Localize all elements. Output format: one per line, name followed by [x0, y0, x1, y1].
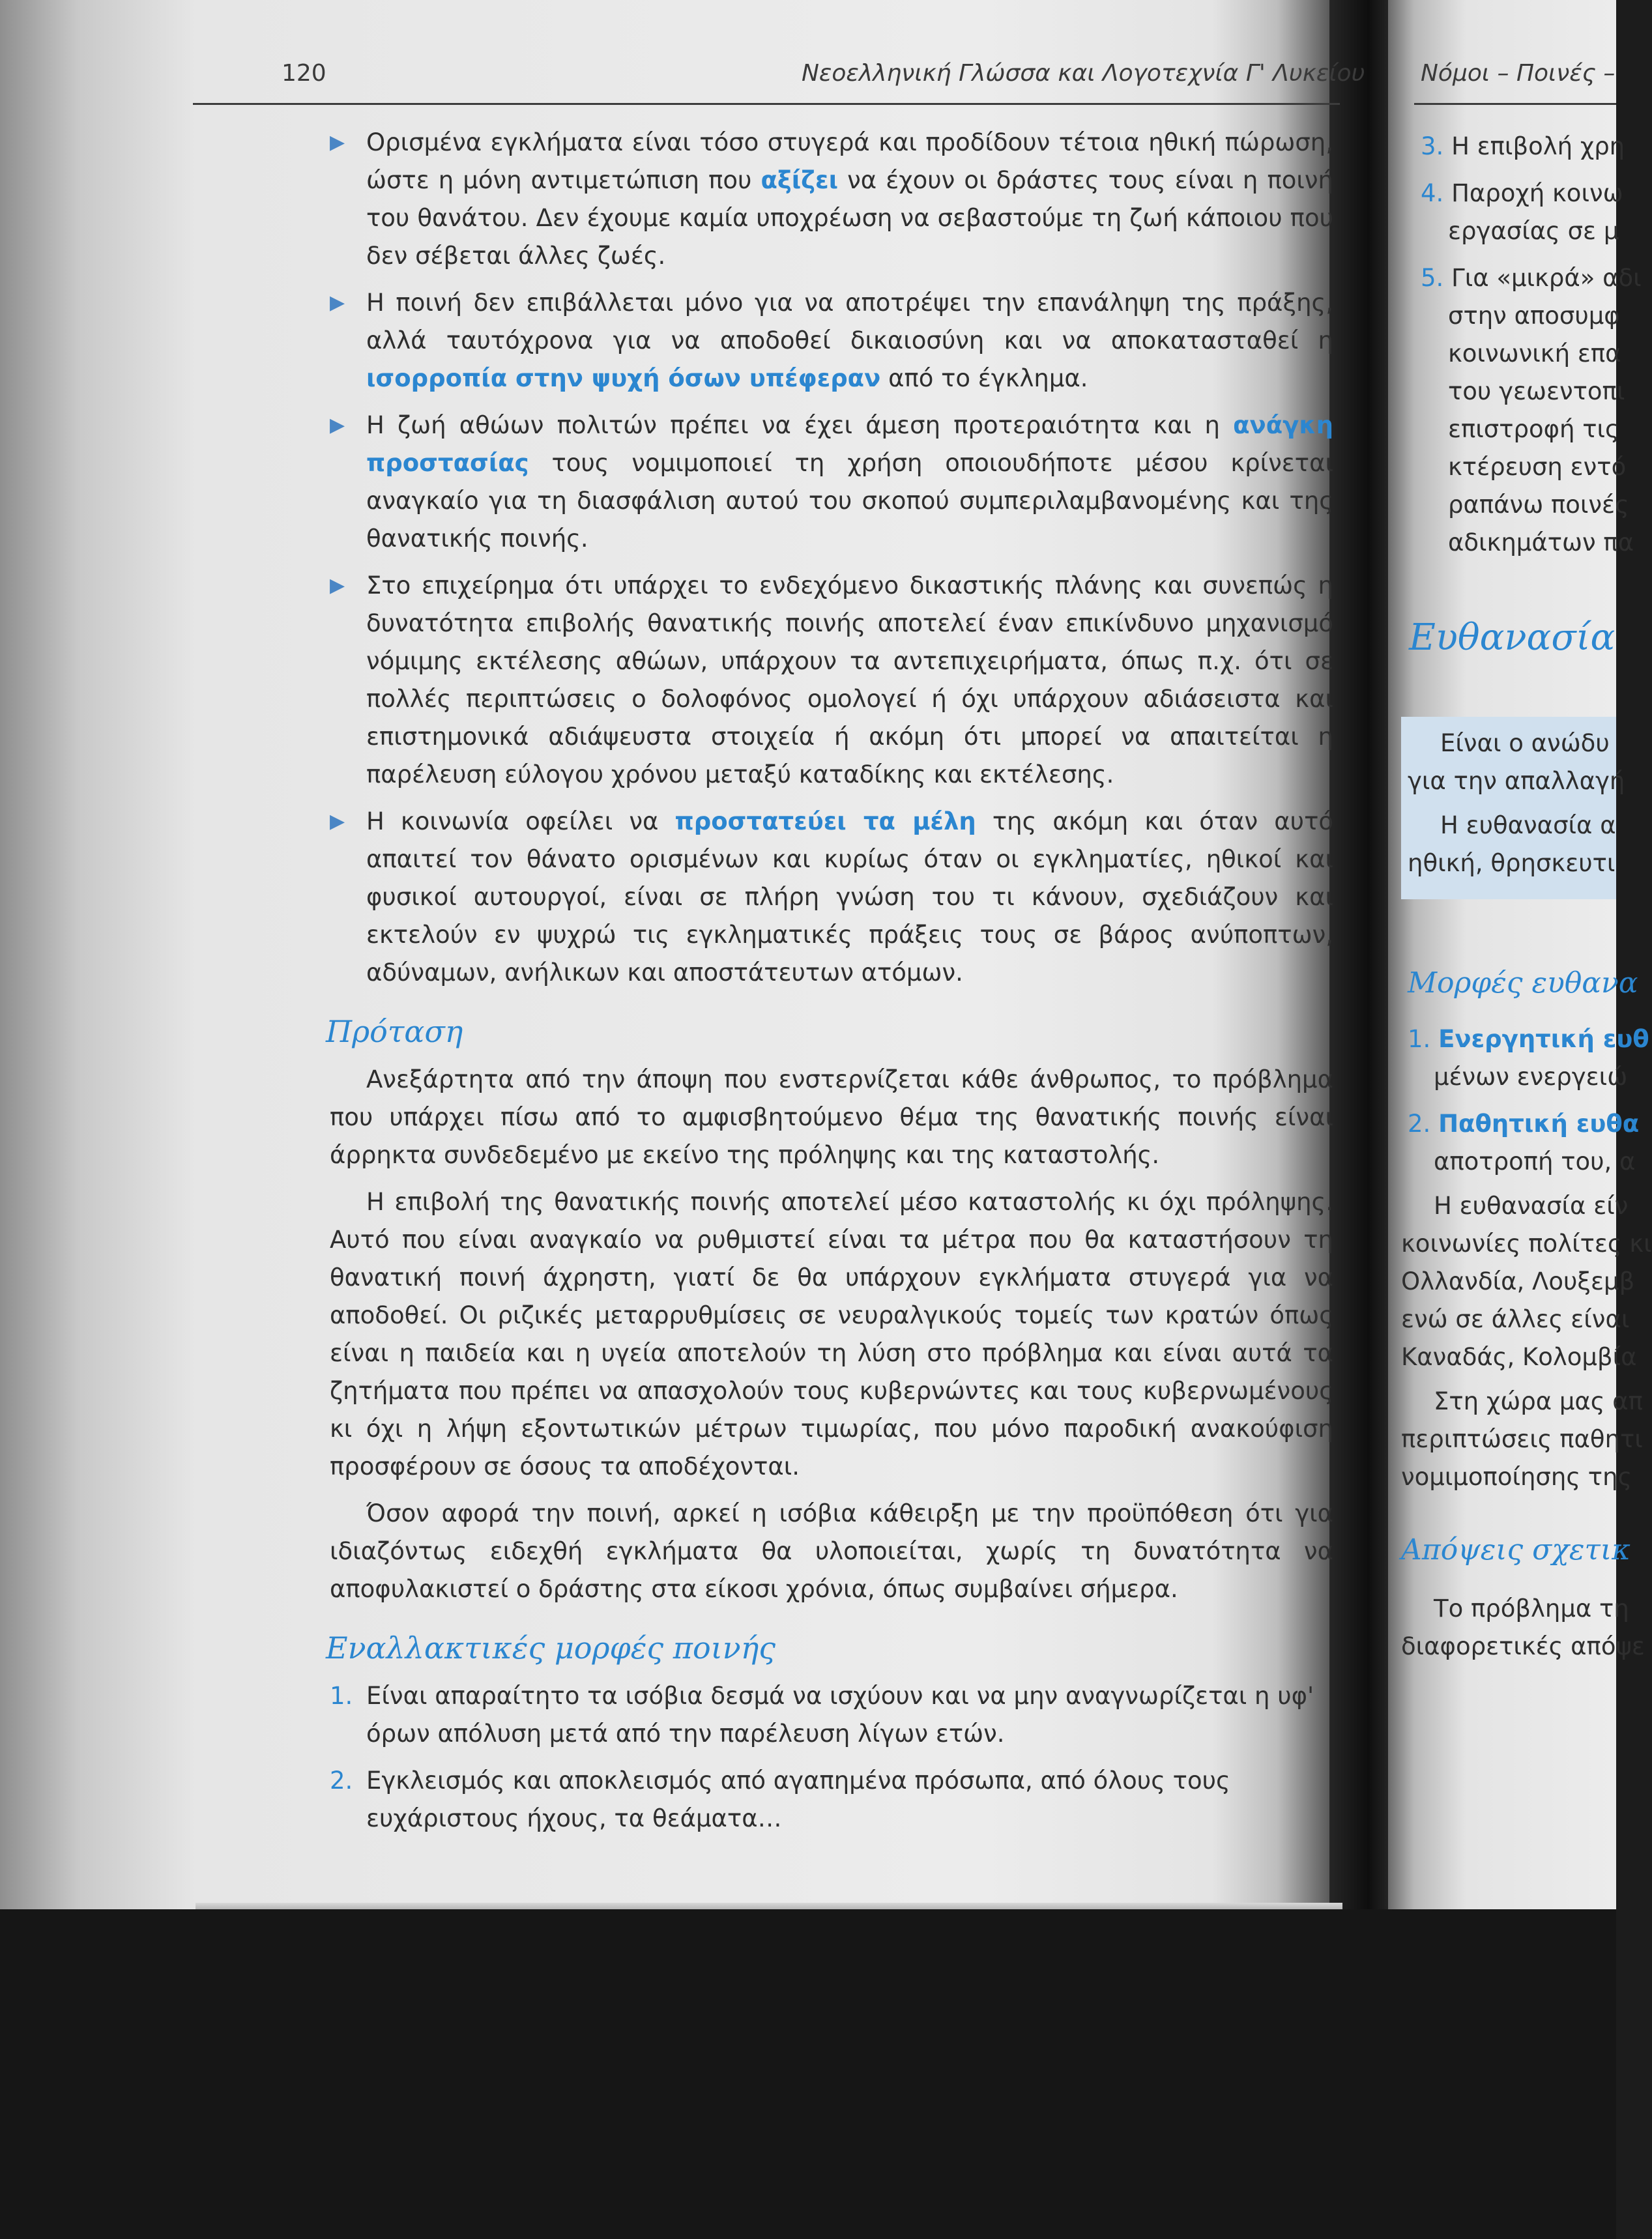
right-list-line: του γεωεντοπι	[1448, 377, 1625, 405]
scanner-background	[0, 1909, 1616, 2239]
right-list-line: επιστροφή τις	[1448, 415, 1619, 443]
right-paragraph-line: Ολλανδία, Λουξεμβ	[1401, 1267, 1635, 1295]
right-paragraph-line: ενώ σε άλλες είναι	[1401, 1305, 1630, 1333]
triangle-bullet-icon: ▶	[330, 131, 345, 154]
list-item: ▶ Η ζωή αθώων πολιτών πρέπει να έχει άμεση προτεραιότητα και η ανάγκη προστασίας τους νομιμοποιεί τη χρήση οποιουδήποτε μέσου κρίνεται αναγκαίο για τη διασφάλιση αυτού του σκοπού συμπεριλαμβανομένης και της θανατικής ποινής.	[330, 407, 1333, 558]
paragraph: Ανεξάρτητα από την άποψη που ενστερνίζεται κάθε άνθρωπος, το πρόβλημα που υπάρχει πίσω από το αμφισβητούμενο θέμα της θανατικής ποινής είναι άρρηκτα συνδεδεμένο με εκείνο της πρόληψης και της καταστολής.	[330, 1065, 1333, 1169]
header-rule	[193, 103, 1340, 105]
triangle-bullet-icon: ▶	[330, 291, 345, 314]
right-paragraph-line: νομιμοποίησης της	[1401, 1463, 1632, 1491]
box-line: Η ευθανασία α	[1440, 811, 1616, 839]
list-item: 2. Εγκλεισμός και αποκλεισμός από αγαπημένα πρόσωπα, από όλους τους ευχάριστους ήχους, τα θεάματα…	[330, 1767, 1230, 1832]
right-list-line: στην αποσυμφ	[1448, 302, 1620, 330]
heading-views: Απόψεις σχετικ	[1401, 1533, 1630, 1567]
right-paragraph-line: περιπτώσεις παθητι	[1401, 1425, 1643, 1453]
right-paragraph-line: Καναδάς, Κολομβία	[1401, 1343, 1637, 1371]
section-heading-alternatives: Εναλλακτικές μορφές ποινής	[326, 1630, 776, 1666]
right-list-item: 3. Η επιβολή χρη	[1421, 132, 1625, 160]
list-item: ▶ Ορισμένα εγκλήματα είναι τόσο στυγερά και προδίδουν τέτοια ηθική πώρωση, ώστε η μόνη αντιμετώπιση που αξίζει να έχουν οι δράστες τους είναι η ποινή του θανάτου. Δεν έχουμε καμία υποχρέωση να σεβαστούμε τη ζωή κάποιου που δεν σέβεται άλλες ζωές.	[330, 124, 1333, 275]
right-list-item: 5. Για «μικρά» αδι	[1421, 264, 1642, 292]
page-number: 120	[282, 60, 326, 87]
argument-list	[330, 124, 1333, 992]
list-item: 1. Είναι απαραίτητο τα ισόβια δεσμά να ισχύουν και να μην αναγνωρίζεται η υφ' όρων απόλυση μετά από την παρέλευση λίγων ετών.	[330, 1682, 1314, 1748]
section-heading-protasi: Πρόταση	[326, 1014, 463, 1049]
right-list-item: 4. Παροχή κοινω	[1421, 179, 1623, 207]
box-line: ηθική, θρησκευτι	[1408, 849, 1616, 877]
heading-euthanasia: Ευθανασία	[1409, 616, 1616, 659]
form-line: μένων ενεργειώ	[1434, 1063, 1628, 1091]
alternatives-list	[330, 1677, 1333, 1838]
right-paragraph-line: Στη χώρα μας απ	[1434, 1387, 1643, 1415]
right-list-line: αδικημάτων πα	[1448, 528, 1634, 556]
right-paragraph-line: Η ευθανασία είν	[1434, 1192, 1629, 1220]
right-list-line: εργασίας σε μ	[1448, 217, 1619, 245]
right-header-rule	[1414, 103, 1616, 105]
form-item: 1. Ενεργητική ευθ	[1408, 1025, 1649, 1053]
form-item: 2. Παθητική ευθα	[1408, 1110, 1640, 1138]
triangle-bullet-icon: ▶	[330, 810, 345, 833]
right-list-line: κτέρευση εντό	[1448, 453, 1627, 481]
list-item: ▶ Η κοινωνία οφείλει να προστατεύει τα μέλη της ακόμη και όταν αυτό απαιτεί τον θάνατο ορισμένων και κυρίως όταν οι εγκληματίες, ηθικοί και φυσικοί αυτουργοί, είναι σε πλήρη γνώση του τι κάνουν, σχεδιάζουν και εκτελούν εν ψυχρώ τις εγκληματικές πράξεις τους σε βάρος ανύποπτων, αδύναμων, ανήλικων και αποστάτευτων ατόμων.	[330, 803, 1333, 992]
list-item: ▶ Η ποινή δεν επιβάλλεται μόνο για να αποτρέψει την επανάληψη της πράξης, αλλά ταυτόχρονα για να αποδοθεί δικαιοσύνη και να αποκατασταθεί η ισορροπία στην ψυχή όσων υπέφεραν από το έγκλημα.	[330, 284, 1333, 397]
box-line: για την απαλλαγή	[1408, 767, 1625, 795]
right-list-line: ραπάνω ποινές	[1448, 491, 1629, 519]
right-running-header: Νόμοι – Ποινές –	[1421, 60, 1616, 87]
right-paragraph-line: κοινωνίες πολίτες κι	[1401, 1230, 1652, 1258]
right-list-line: κοινωνική επα	[1448, 339, 1621, 368]
heading-forms: Μορφές ευθανα	[1408, 966, 1638, 1000]
form-line: αποτροπή του, α	[1434, 1148, 1636, 1176]
paragraph: Η επιβολή της θανατικής ποινής αποτελεί μέσο καταστολής κι όχι πρόληψης. Αυτό που είναι αναγκαίο να ρυθμιστεί είναι τα μέτρα που θα καταστήσουν τη θανατική ποινή άχρηστη, γιατί δε θα υπάρχουν εγκλήματα στυγερά για να αποδοθεί. Οι ριζικές μεταρρυθμίσεις σε νευραλγικούς τομείς των κρατών όπως είναι η παιδεία και η υγεία αποτελούν τη λύση στο πρόβλημα και είναι αυτά τα ζητήματα που πρέπει να απασχολούν τους κυβερνώντες και τους κυβερνωμένους κι όχι η λήψη εξοντωτικών μέτρων τιμωρίας, που μόνο παροδική ανακούφιση προσφέρουν σε όσους τα αποδέχονται.	[330, 1188, 1333, 1481]
triangle-bullet-icon: ▶	[330, 574, 345, 597]
list-item: ▶ Στο επιχείρημα ότι υπάρχει το ενδεχόμενο δικαστικής πλάνης και συνεπώς η δυνατότητα επιβολής θανατικής ποινής αποτελεί έναν επικίνδυνο μηχανισμό νόμιμης εκτέλεσης αθώων, υπάρχουν τα αντεπιχειρήματα, όπως π.χ. ότι σε πολλές περιπτώσεις ο δολοφόνος ομολογεί ή όχι υπάρχουν αδιάσειστα και επιστημονικά αδιάψευστα στοιχεία ή ακόμη ότι μπορεί να απαιτείται η παρέλευση εύλογου χρόνου μεταξύ καταδίκης και εκτέλεσης.	[330, 567, 1333, 794]
paragraph: Όσον αφορά την ποινή, αρκεί η ισόβια κάθειρξη με την προϋπόθεση ότι για ιδιαζόντως ειδεχθή εγκλήματα θα υλοποιείται, χωρίς τη δυνατότητα να αποφυλακιστεί ο δράστης στα είκοσι χρόνια, όπως συμβαίνει σήμερα.	[330, 1499, 1333, 1603]
triangle-bullet-icon: ▶	[330, 414, 345, 437]
right-paragraph-line: Το πρόβλημα τη	[1434, 1595, 1629, 1623]
right-paragraph-line: διαφορετικές απόψε	[1401, 1632, 1645, 1660]
running-header-title: Νεοελληνική Γλώσσα και Λογοτεχνία Γ' Λυκείου	[802, 60, 1365, 87]
main-content	[326, 124, 1334, 1847]
box-line: Είναι ο ανώδυ	[1440, 729, 1610, 757]
